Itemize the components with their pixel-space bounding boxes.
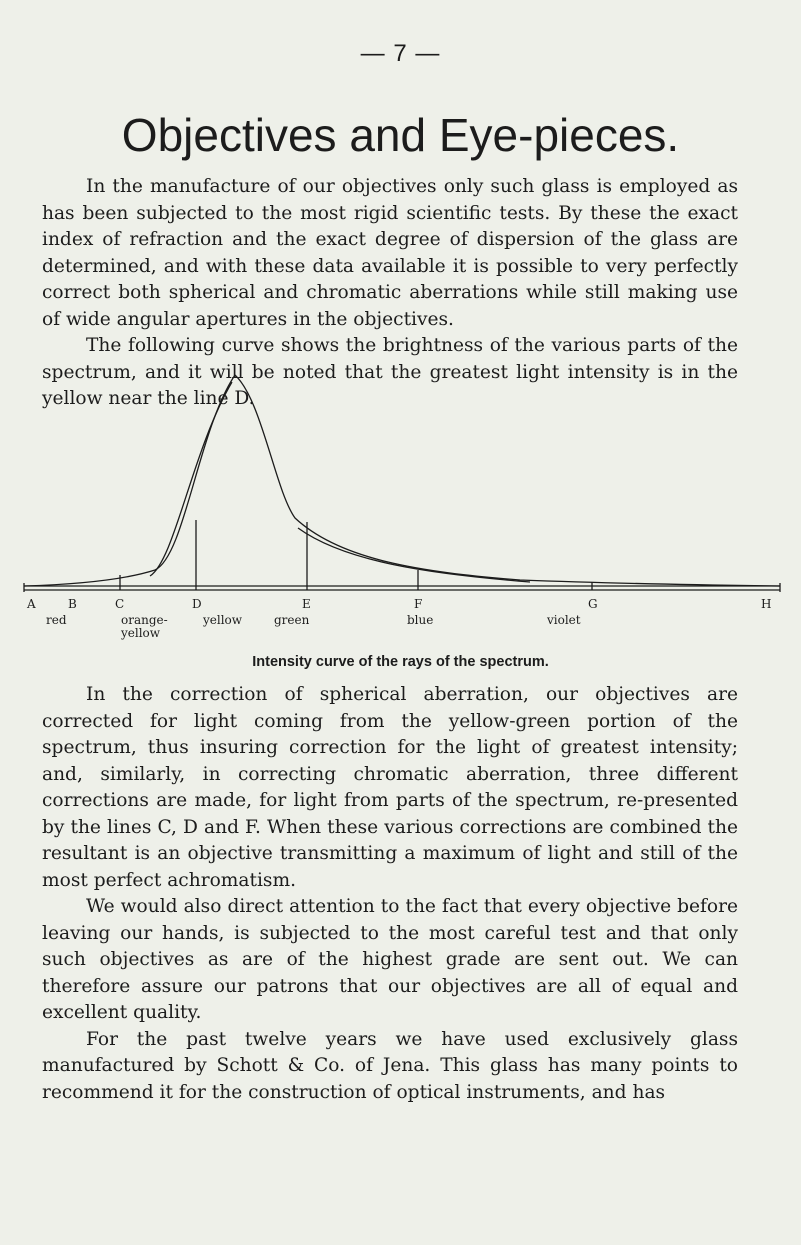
paragraph: We would also direct attention to the fact that every objective before leaving our hands, is subjected to the most careful test and that only such objectives as are of the highest grade are sent out. We can therefore assure our patrons that our objectives are all of equal and excellent quality. xyxy=(42,896,738,1023)
line-label-b: B xyxy=(68,597,77,611)
intensity-curve-diagram xyxy=(0,370,801,610)
colour-label-orange-yellow: orange- xyxy=(121,613,168,627)
intensity-curve-figure xyxy=(0,370,801,670)
page-title: Objectives and Eye-pieces. xyxy=(121,109,680,161)
paragraph: In the manufacture of our objectives only such glass is employed as has been subjected to the most rigid scientific tests. By these the exact index of refraction and the exact degree of dispersion of the glass are determined, and with these data available it is possible to very perfectly correct both spherical and chromatic aberrations while still making use of wide angular apertures in the objectives. xyxy=(42,176,738,330)
line-label-d: D xyxy=(192,597,202,611)
page-number: — 7 — xyxy=(360,40,441,67)
colour-label-violet: violet xyxy=(547,613,581,627)
colour-label-red: red xyxy=(46,613,67,627)
line-label-e: E xyxy=(302,597,311,611)
colour-label-blue: blue xyxy=(407,613,434,627)
colour-label-orange-yellow-2: yellow xyxy=(121,626,161,640)
paragraph: In the correction of spherical aberration, our objectives are corrected for light coming from the yellow-green portion of the spectrum, thus insuring correction for the light of greatest intensity; and, similarly, in correcting chromatic aberration, three different corrections are made, for light from parts of the spectrum, re-presented by the lines C, D and F. When these various corrections are combined the resultant is an objective transmitting a maximum of light and still of the most perfect achromatism. xyxy=(42,684,738,891)
paragraph: The following curve shows the brightness of the various parts of the spectrum, and it will be noted that the greatest light intensity is in the yellow near the line D. xyxy=(42,335,738,409)
colour-label-yellow: yellow xyxy=(203,613,243,627)
line-label-c: C xyxy=(115,597,125,611)
line-label-h: H xyxy=(761,597,772,611)
colour-label-green: green xyxy=(274,613,310,627)
line-label-a: A xyxy=(27,597,36,611)
figure-caption: Intensity curve of the rays of the spectrum. xyxy=(252,654,549,670)
line-label-g: G xyxy=(588,597,598,611)
body-text xyxy=(42,682,738,1106)
intensity-curve xyxy=(24,375,780,586)
line-label-f: F xyxy=(414,597,423,611)
intensity-curve-inner xyxy=(150,382,530,582)
paragraph: For the past twelve years we have used exclusively glass manufactured by Schott & Co. of Jena. This glass has many points to recommend it for the construction of optical instruments, and has xyxy=(42,1028,738,1103)
